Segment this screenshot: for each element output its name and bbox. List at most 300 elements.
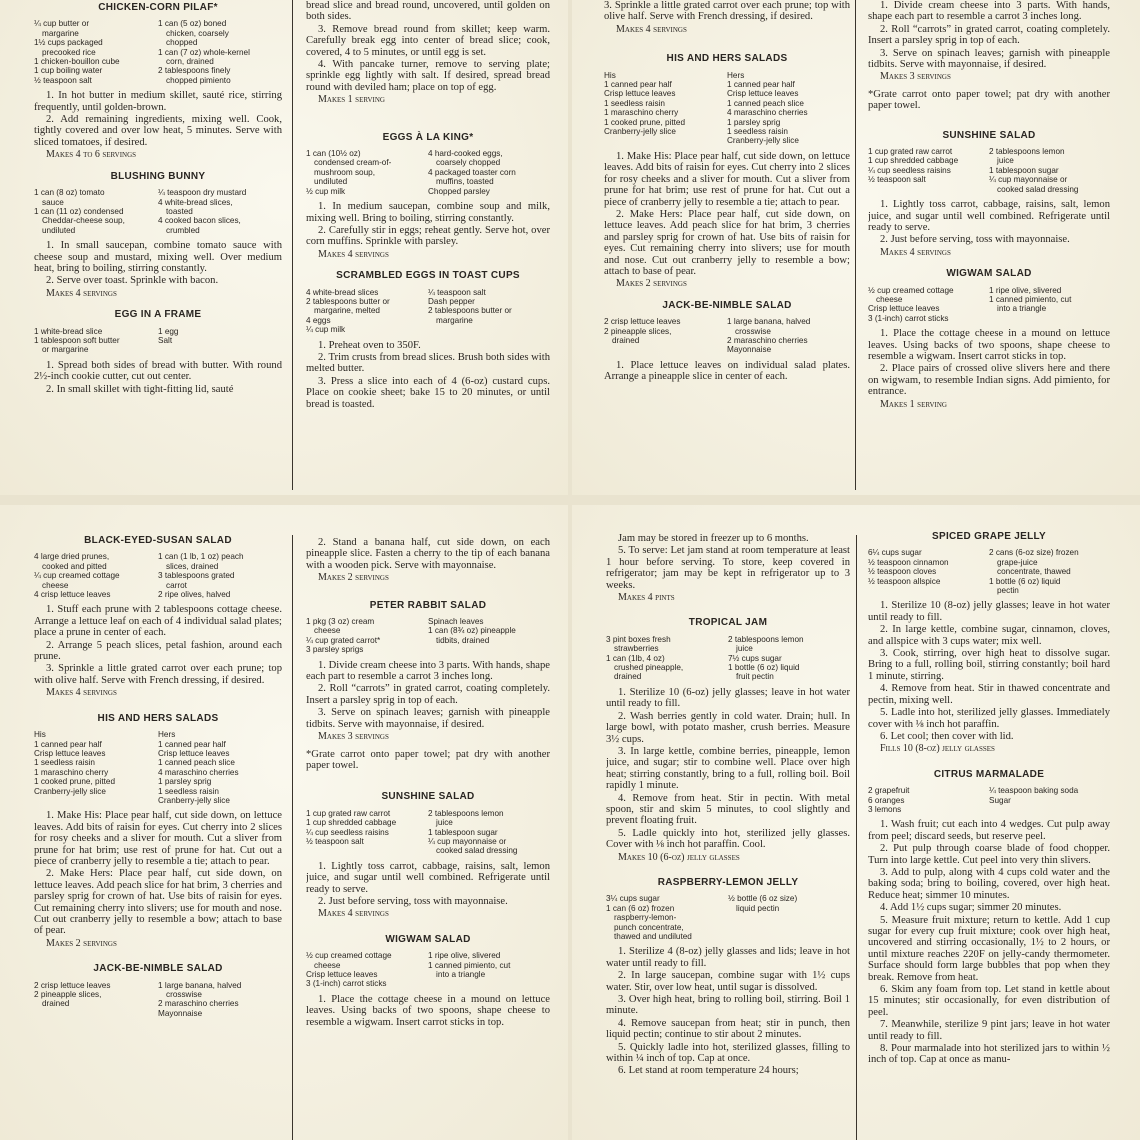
continued-text: bread slice and bread round, uncovered, until golden on both sides. [306,0,550,23]
ingredient-line: Crisp lettuce leaves [727,89,799,99]
ingredient-line: 2 pineapple slices, [604,326,672,336]
recipe-steps [306,201,550,248]
ingredients-table [868,548,1110,595]
recipe-steps [604,151,850,277]
ingredient-line: 1 cooked prune, pitted [34,777,116,787]
ingredient-list [306,149,428,196]
recipe-step: 2. Add remaining ingredients, mixing well. Cook, tightly covered and over low heat, 5 minutes. Serve with sliced tomatoes, if desired. [34,114,282,148]
ingredient-list [727,71,850,146]
ingredient-list [34,327,158,355]
ingredient-list [158,188,282,235]
ingredient-line: 1 canned pear half [158,739,226,749]
ingredient-list [989,548,1110,595]
recipe-step: 1. Place lettuce leaves on individual salad plates. Arrange a pineapple slice in center of each. [604,359,850,383]
ingredient-line: cheese [314,626,341,636]
recipe-title: CHICKEN-CORN PILAF* [98,2,218,13]
recipe-step: 7. Meanwhile, sterilize 9 pint jars; leave in hot water until ready to fill. [868,1019,1110,1042]
recipe-title: SCRAMBLED EGGS IN TOAST CUPS [336,270,520,282]
recipe-step: 1. In medium saucepan, combine soup and milk, mixing well. Bring to boiling, stirring constantly. [306,201,550,224]
ingredient-line: chicken, coarsely [166,28,229,38]
ingredient-line: ½ teaspoon allspice [868,576,941,586]
recipe-yield: Makes 4 servings [46,287,117,299]
recipe-step: 1. Place the cottage cheese in a mound on lettuce leaves. Using backs of two spoons, shape cheese to resemble a wigwam. Insert carrot sticks in top. [306,993,550,1028]
ingredient-line: juice [997,156,1014,166]
column-divider [856,535,857,1140]
ingredient-line: 1 ripe olive, slivered [989,285,1062,295]
column-divider [292,535,293,1140]
ingredient-line: 1 white-bread slice [34,326,103,336]
ingredient-line: margarine, melted [314,306,380,316]
ingredient-line: 1 seedless raisin [604,98,665,108]
ingredient-line: cooked salad dressing [997,184,1079,194]
column-1 [34,0,282,495]
recipe-title: EGG IN A FRAME [114,309,202,321]
ingredient-line: ½ cup creamed cottage [868,285,954,295]
ingredient-line: Dash pepper [428,296,475,306]
ingredient-line: ½ bottle (6 oz size) [728,894,798,904]
recipe-steps [34,90,282,148]
recipe-step: 2. Make Hers: Place pear half, cut side down, on lettuce leaves. Add peach slice for hat brim, 3 cherries and parsley sprig for crown of hat. Use bits of raisin for eyes. Cut remaining cherry into slivers; use for mouth and nose. Cut out cranberry jelly to resemble a bow; attach to base of pear. [604,208,850,277]
ingredient-line: sauce [42,197,64,207]
ingredient-list [728,635,850,682]
recipe-step: 2. Serve over toast. Sprinkle with bacon. [46,275,219,287]
ingredient-line: Sugar [989,795,1011,805]
recipe-step: 1. Preheat oven to 350F. [318,339,421,351]
ingredient-line: ¼ cup butter or [34,19,90,29]
ingredient-line: 4 large dried prunes, [34,552,110,562]
recipe-steps [606,687,850,851]
ingredient-line: Crisp lettuce leaves [868,304,940,314]
recipe-yield: Makes 2 servings [46,937,117,949]
recipe-step: Jam may be stored in freezer up to 6 months. [618,533,809,544]
recipe-yield: Makes 3 servings [880,71,951,83]
ingredient-line: 4 cooked bacon slices, [158,216,241,226]
ingredient-line: coarsely chopped [436,158,501,168]
ingredient-line: 1 pkg (3 oz) cream [306,617,375,627]
ingredient-line: condensed cream-of- [314,158,392,168]
recipe-step: 1. Lightly toss carrot, cabbage, raisins, salt, lemon juice, and sugar until well combined. Refrigerate until ready to serve. [868,199,1110,233]
ingredients-table [606,894,850,941]
column-divider [292,0,293,490]
recipe-yield: Fills 10 (8-oz) jelly glasses [880,743,995,755]
ingredient-list [34,188,158,235]
ingredient-line: 3 pint boxes fresh [606,634,671,644]
ingredient-line: His [604,70,616,80]
recipe-steps [868,819,1110,1066]
recipe-step: 2. Roll “carrots” in grated carrot, coating completely. Insert a parsley sprig in top of each. [306,683,550,706]
ingredient-line: ¼ teaspoon dry mustard [158,188,247,198]
ingredient-list [989,286,1110,324]
column-2 [868,529,1110,1140]
ingredient-list [34,552,158,599]
recipe-steps [34,604,282,686]
recipe-step: 2. Roll “carrots” in grated carrot, coating completely. Insert a parsley sprig in top of each. [868,23,1110,47]
recipe-step: 1. Sterilize 10 (6-oz) jelly glasses; leave in hot water until ready to fill. [606,686,850,710]
ingredient-line: 1 can (1 lb, 1 oz) peach [158,552,244,562]
ingredient-list [428,809,550,856]
ingredient-list [989,147,1110,194]
ingredient-line: 2 crisp lettuce leaves [604,317,681,327]
ingredient-line: 3 (1-inch) carrot sticks [868,313,949,323]
ingredient-line: Cheddar-cheese soup, [42,216,125,226]
ingredient-list [604,71,727,146]
ingredient-line: 4 packaged toaster corn [428,167,516,177]
column-2 [306,537,550,1140]
ingredients-table [306,809,550,856]
column-2 [306,0,550,495]
ingredient-line: 4 white-bread slices [306,287,379,297]
ingredient-line: 2 cans (6-oz size) frozen [989,548,1079,558]
recipe-step: 2. Place pairs of crossed olive slivers here and there on wigwam, to resemble Indian signs. Add pimiento, for entrance. [868,363,1110,398]
ingredient-line: ½ teaspoon cloves [868,567,937,577]
ingredient-line: ½ teaspoon salt [306,836,364,846]
recipe-step: 1. Lightly toss carrot, cabbage, raisins, salt, lemon juice, and sugar until well combined. Refrigerate until ready to serve. [306,860,550,895]
ingredient-line: 2 tablespoons butter or [306,296,390,306]
ingredient-list [158,981,282,1019]
ingredient-line: 4 crisp lettuce leaves [34,590,111,600]
ingredient-line: 1 cup shredded cabbage [868,156,959,166]
ingredient-line: 1½ cups packaged [34,38,103,48]
ingredient-line: 1 large banana, halved [158,980,242,990]
recipe-step: 6. Let cool; then cover with lid. [880,730,1014,742]
recipe-page-bottom-right [572,505,1140,1140]
ingredient-list [428,617,550,655]
recipe-step: 1. Make His: Place pear half, cut side down, on lettuce leaves. Add bits of raisin for eyes. Cut cherry into 2 slices for rosy cheeks and a sliver for mouth. Cut a sliver from prune for hat brim; use rest of prune for hat. Cut out a piece of cranberry jelly to resemble a tie; attach to pear. [604,150,850,208]
recipe-title: JACK-BE-NIMBLE SALAD [93,963,223,975]
recipe-title: HIS AND HERS SALADS [666,53,788,65]
recipe-step: 2. In large saucepan, combine sugar with 1½ cups water. Stir, over low heat, until sugar is dissolved. [606,970,850,993]
recipe-step: 4. Remove saucepan from heat; stir in punch, then liquid pectin; continue to stir about 2 minutes. [606,1017,850,1041]
ingredient-list [158,327,282,355]
ingredient-line: 4 white-bread slices, [158,197,233,207]
ingredient-line: pectin [997,586,1019,596]
ingredient-line: 2 maraschino cherries [727,335,808,345]
ingredient-line: 1 cooked prune, pitted [604,117,686,127]
ingredient-line: Chopped parsley [428,186,490,196]
ingredient-line: liquid pectin [736,903,780,913]
ingredient-line: 1 can (8 oz) tomato [34,188,105,198]
ingredient-line: margarine [42,28,79,38]
recipe-step: 3. Over high heat, bring to rolling boil, stirring. Boil 1 minute. [606,994,850,1017]
ingredient-line: 1 can (8¾ oz) pineapple [428,626,516,636]
recipe-step: 2. Just before serving, toss with mayonnaise. [318,895,508,907]
recipe-title: WIGWAM SALAD [385,933,471,945]
ingredient-line: carrot [166,580,187,590]
ingredient-line: Spinach leaves [428,617,484,627]
recipe-step: 3. Remove bread round from skillet; keep warm. Carefully break egg into center of bread slice; cook, covered, 4 to 5 minutes, or until egg is set. [306,23,550,58]
ingredient-line: 1 can (10½ oz) [306,149,361,159]
ingredient-line: 1 bottle (6 oz) liquid [989,576,1061,586]
recipe-steps [306,660,550,730]
ingredient-list [428,288,550,335]
ingredient-line: crosswise [166,990,202,1000]
ingredient-line: 1 can (5 oz) boned [158,19,227,29]
recipe-title: TROPICAL JAM [688,617,768,629]
ingredient-line: 2 tablespoons lemon [989,147,1065,157]
ingredient-line: punch concentrate, [614,922,684,932]
ingredient-line: drained [614,672,642,682]
ingredient-list [34,981,158,1019]
recipe-title: SUNSHINE SALAD [942,129,1036,141]
ingredients-table [306,288,550,335]
ingredient-line: ¼ teaspoon baking soda [989,786,1079,796]
recipe-note: *Grate carrot onto paper towel; pat dry with another paper towel. [868,88,1110,112]
recipe-step: 2. Carefully stir in eggs; reheat gently. Serve hot, over corn muffins. Sprinkle with parsley. [306,224,550,248]
ingredient-line: drained [42,999,70,1009]
recipe-page-top-left [0,0,568,495]
column-1 [34,533,282,1140]
ingredient-line: cheese [876,294,903,304]
ingredient-line: concentrate, thawed [997,567,1071,577]
ingredient-line: Crisp lettuce leaves [34,748,106,758]
ingredient-line: Cranberry-jelly slice [727,136,799,146]
recipe-step: 2. Put pulp through coarse blade of food chopper. Turn into large kettle. Cut peel into very thin slivers. [868,843,1110,866]
ingredient-list [868,147,989,194]
ingredient-line: crushed pineapple, [614,663,684,673]
ingredient-line: 1 tablespoon soft butter [34,335,120,345]
recipe-yield: Makes 4 servings [318,248,389,260]
recipe-step: 1. Place the cottage cheese in a mound on lettuce leaves. Using backs of two spoons, shape cheese to resemble a wigwam. Insert carrot sticks in top. [868,328,1110,362]
recipe-step: 3. Cook, stirring, over high heat to dissolve sugar. Bring to a full, rolling boil, stirring constantly; boil hard 1 minute, stirring. [868,648,1110,682]
ingredient-line: 1 cup grated raw carrot [306,808,391,818]
ingredients-table [34,19,282,85]
recipe-steps [606,946,850,1076]
recipe-yield: Makes 4 pints [618,592,675,604]
ingredient-list [868,786,989,814]
recipe-step: 3. Sprinkle a little grated carrot over each prune; top with olive half. Serve with French dressing, if desired. [34,663,282,686]
ingredient-line: 4 maraschino cherries [727,108,808,118]
ingredient-line: 1 can (6 oz) frozen [606,903,675,913]
ingredient-line: 1 canned peach slice [727,98,804,108]
recipe-yield: Makes 4 servings [616,23,687,35]
recipe-steps [604,360,850,383]
recipe-title: SPICED GRAPE JELLY [932,531,1046,542]
ingredient-list [868,548,989,595]
ingredients-table [868,786,1110,814]
ingredient-list [158,19,282,85]
ingredient-line: precooked rice [42,47,96,57]
recipe-step: 5. Measure fruit mixture; return to kettle. Add 1 cup sugar for every cup fruit mixture; cook over high heat, uncovered and stirring occasionally, 1½ to 2 hours, or until mixture reaches 220F on jelly-candy thermometer. Surface should form large bubbles that pop when they break. Remove from heat. [868,914,1110,983]
ingredient-list [306,951,428,989]
ingredient-line: 1 can (7 oz) whole-kernel [158,47,250,57]
recipe-step: 4. Remove from heat. Stir in thawed concentrate and pectin, mixing well. [868,683,1110,706]
recipe-step: 1. Sterilize 10 (8-oz) jelly glasses; leave in hot water until ready to fill. [868,600,1110,623]
ingredient-line: 1 seedless raisin [34,758,95,768]
ingredient-list [727,317,850,355]
recipe-steps [34,810,282,936]
ingredient-line: 1 canned pimiento, cut [989,294,1072,304]
recipe-yield: Makes 3 servings [318,731,389,743]
ingredient-line: ¼ cup seedless raisins [306,827,389,837]
recipe-step: 4. Remove from heat. Stir in pectin. With metal spoon, stir and skim 5 minutes, to cool slightly and prevent floating fruit. [606,792,850,827]
ingredient-line: crosswise [735,326,771,336]
ingredient-line: 2 pineapple slices, [34,990,102,1000]
recipe-title: WIGWAM SALAD [946,268,1032,280]
recipe-step: 3. Serve on spinach leaves; garnish with pineapple tidbits. Serve with mayonnaise, if desired. [306,707,550,730]
ingredient-list [34,730,158,805]
ingredients-table [306,149,550,196]
ingredient-line: grape-juice [997,557,1038,567]
ingredient-list [428,149,550,196]
ingredients-table [604,71,850,146]
ingredient-line: Crisp lettuce leaves [158,748,230,758]
ingredient-line: cheese [314,960,341,970]
ingredient-list [306,288,428,335]
recipe-steps [868,600,1110,742]
ingredient-line: chopped [166,38,198,48]
column-2 [868,0,1110,495]
ingredients-table [606,635,850,682]
ingredient-list [606,894,728,941]
recipe-step: 5. Ladle quickly into hot, sterilized jelly glasses. Cover with ⅛ inch hot paraffin. Cool. [606,827,850,851]
recipe-title: BLUSHING BUNNY [110,170,206,182]
ingredient-line: cooked and pitted [42,561,107,571]
ingredient-line: 1 large banana, halved [727,317,811,327]
ingredient-line: ¼ cup milk [306,325,346,335]
ingredient-line: Cranberry-jelly slice [158,795,230,805]
recipe-yield: Makes 4 to 6 servings [46,149,137,161]
ingredient-line: 4 eggs [306,315,331,325]
recipe-step: 1. Make His: Place pear half, cut side down, on lettuce leaves. Add bits of raisin for eyes. Cut cherry into 2 slices for rosy cheeks and a sliver for mouth. Cut a sliver from prune for hat brim; use rest of prune for hat. Cut out a piece of cranberry jelly to resemble a tie; attach to pear. [34,810,282,867]
ingredient-line: 3 lemons [868,804,902,814]
ingredient-line: strawberries [614,644,659,654]
ingredient-line: undiluted [314,177,348,187]
ingredient-line: 1 egg [158,326,179,336]
ingredients-table [34,327,282,355]
recipe-steps [306,994,550,1028]
recipe-step: 3. Add to pulp, along with 4 cups cold water and the baking soda; bring to boiling, covered, over high heat. Reduce heat; simmer 10 minutes. [868,866,1110,901]
ingredient-line: mushroom soup, [314,167,375,177]
ingredients-table [604,317,850,355]
recipe-step: 5. To serve: Let jam stand at room temperature at least 1 hour before serving. To store, keep covered in refrigerator; jam may be kept in refrigerator up to 3 weeks. [606,545,850,591]
ingredient-line: 1 tablespoon sugar [428,827,498,837]
ingredient-line: 2 ripe olives, halved [158,590,231,600]
ingredient-line: ¼ cup grated carrot* [306,635,381,645]
ingredient-line: into a triangle [997,304,1047,314]
recipe-title: CITRUS MARMALADE [933,768,1045,780]
ingredient-line: 1 cup grated raw carrot [868,147,953,157]
ingredient-line: 1 canned pear half [727,80,795,90]
ingredient-line: Cranberry-jelly slice [604,127,676,137]
recipe-title: EGGS À LA KING* [382,131,474,143]
ingredient-line: Salt [158,335,173,345]
ingredient-line: 1 canned pear half [604,80,672,90]
ingredient-line: 1 canned pimiento, cut [428,960,511,970]
recipe-title: JACK-BE-NIMBLE SALAD [662,299,792,311]
column-divider [855,0,856,490]
ingredient-line: or margarine [42,345,89,355]
recipe-steps [868,0,1110,70]
recipe-steps [306,861,550,908]
recipe-step: 2. In large kettle, combine sugar, cinnamon, cloves, and allspice with 3 cups water; mix well. [868,624,1110,647]
recipe-step: 2. Make Hers: Place pear half, cut side down, on lettuce leaves. Add peach slice for hat brim, 3 cherries and parsley sprig for crown of hat. Use bits of raisin for eyes. Cut remaining cherry into slivers; use for mouth and nose. Cut out cranberry jelly to resemble a bow; attach to base of pear. [34,868,282,937]
ingredient-line: ½ teaspoon salt [868,175,926,185]
recipe-step: 6. Let stand at room temperature 24 hours; [618,1065,799,1077]
ingredients-table [34,981,282,1019]
ingredient-line: undiluted [42,225,76,235]
ingredient-line: 2 tablespoons lemon [428,808,504,818]
ingredient-list [158,552,282,599]
ingredient-line: 1 can (1lb, 4 oz) [606,653,665,663]
recipe-steps [34,240,282,287]
recipe-step: 2. Wash berries gently in cold water. Drain; hull. In large bowl, with potato masher, crush berries. Measure 3½ cups. [606,710,850,745]
recipe-step: 2. Just before serving, toss with mayonnaise. [880,234,1070,246]
recipe-steps [34,360,282,395]
recipe-yield: Makes 4 servings [880,246,951,258]
ingredient-line: cooked salad dressing [436,846,518,856]
ingredient-line: 2 crisp lettuce leaves [34,980,111,990]
recipe-note: *Grate carrot onto paper towel; pat dry with another paper towel. [306,748,550,771]
ingredient-line: 1 cup shredded cabbage [306,818,397,828]
ingredient-list [728,894,850,941]
recipe-yield: Makes 4 servings [46,687,117,699]
recipe-steps [306,340,550,410]
ingredient-line: thawed and undiluted [614,932,692,941]
recipe-step: 3. Press a slice into each of 4 (6-oz) custard cups. Place on cookie sheet; bake 15 to 20 minutes, or until bread is toasted. [306,375,550,410]
ingredient-line: 1 seedless raisin [158,786,219,796]
ingredient-list [306,617,428,655]
ingredient-line: 1 can (11 oz) condensed [34,206,124,216]
recipe-yield: Makes 10 (6-oz) jelly glasses [618,851,740,863]
ingredient-line: ¼ cup mayonnaise or [428,836,507,846]
ingredient-line: slices, drained [166,561,219,571]
ingredient-list [606,635,728,682]
recipe-steps [868,328,1110,397]
ingredient-line: 1 maraschino cherry [34,767,109,777]
ingredient-line: 2 tablespoons butter or [428,306,512,316]
ingredient-line: His [34,730,46,740]
recipe-step: 3. In large kettle, combine berries, pineapple, lemon juice, and sugar; stir to combine well. Place over high heat; stirring constantly, bring to a full, rolling boil. Boil rapidly 1 minute. [606,745,850,792]
ingredient-line: ½ teaspoon salt [34,75,92,85]
ingredient-line: 1 chicken-bouillon cube [34,57,120,67]
recipe-title: BLACK-EYED-SUSAN SALAD [84,535,232,546]
ingredient-line: fruit pectin [736,672,774,682]
recipe-step: 1. Wash fruit; cut each into 4 wedges. Cut pulp away from peel; discard seeds, but reserve peel. [868,819,1110,842]
ingredient-line: 1 canned pear half [34,739,102,749]
recipe-step: 1. Divide cream cheese into 3 parts. With hands, shape each part to resemble a carrot 3 inches long. [868,0,1110,23]
ingredient-line: tidbits, drained [436,635,490,645]
recipe-step: 1. Sterilize 4 (8-oz) jelly glasses and lids; leave in hot water until ready to fill. [606,946,850,969]
ingredient-line: 2 tablespoons lemon [728,634,804,644]
ingredient-list [428,951,550,989]
ingredients-table [868,286,1110,324]
ingredient-list [306,809,428,856]
ingredient-line: 1 maraschino cherry [604,108,679,118]
ingredient-line: 1 canned peach slice [158,758,235,768]
recipe-step: 2. Trim crusts from bread slices. Brush both sides with melted butter. [306,351,550,375]
ingredient-line: 6¼ cups sugar [868,548,922,558]
ingredient-line: toasted [166,206,193,216]
ingredient-line: Mayonnaise [727,345,772,355]
recipe-yield: Makes 4 servings [318,908,389,920]
ingredient-line: raspberry-lemon- [614,913,677,923]
ingredient-list [34,19,158,85]
ingredient-line: muffins, toasted [436,177,494,187]
ingredient-line: Mayonnaise [158,1008,203,1018]
column-1 [604,0,850,495]
continued-text: 2. Stand a banana half, cut side down, on each pineapple slice. Fasten a cherry to the tip of each banana with a wooden pick. Serve with mayonnaise. [306,537,550,571]
ingredients-table [306,617,550,655]
recipe-yield: Makes 2 servings [318,572,389,584]
recipe-step: 4. Add 1½ cups sugar; simmer 20 minutes. [880,902,1062,914]
ingredient-line: crumbled [166,225,200,235]
ingredient-line: 7½ cups sugar [728,653,782,663]
recipe-step: 1. In hot butter in medium skillet, sauté rice, stirring frequently, until golden-brown. [34,90,282,113]
ingredient-line: chopped pimiento [166,75,231,85]
recipe-title: SUNSHINE SALAD [381,791,475,803]
ingredient-line: cheese [42,580,69,590]
ingredients-table [34,730,282,805]
